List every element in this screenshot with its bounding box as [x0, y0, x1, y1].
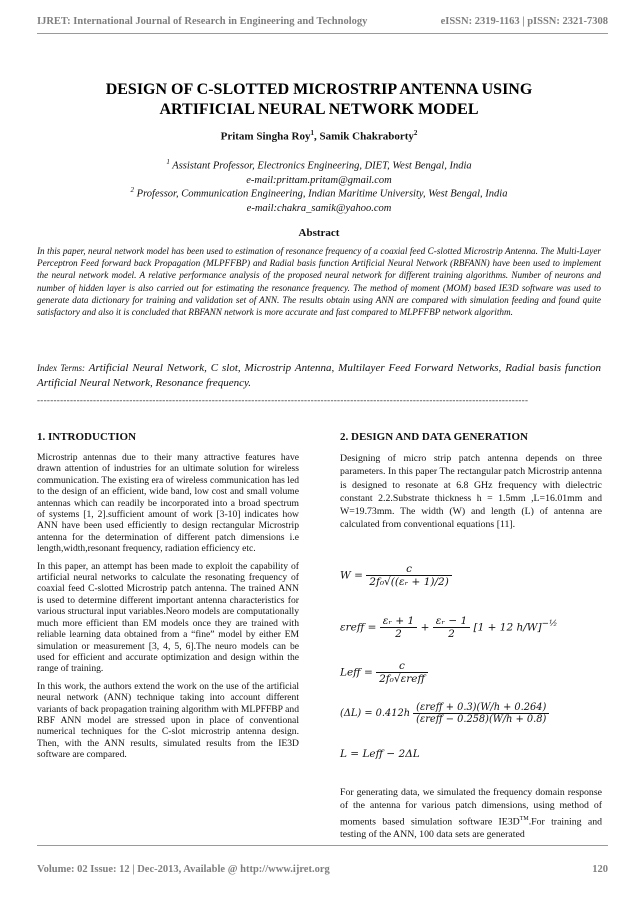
equation-delta-l [340, 702, 549, 725]
section-2-paragraph-1: Designing of micro strip patch antenna depends on three parameters. In this paper The rectangular patch Microstrip antenna is designed to resonate at 6.8 GHz frequency with dielectric constant 2.2.Substrate thickness h = 1.5mm ,L=16.01mm and W=19.73mm. The width (W) and length (L) of antenna are calculated from conventional equations [11]. [340, 453, 602, 531]
affiliation-1-mark: 1 [166, 158, 170, 166]
affiliation-1-email: e-mail:prittam.pritam@gmail.com [246, 174, 392, 186]
footer-volume: Volume: 02 Issue: 12 | Dec-2013, Available @ http://www.ijret.org [37, 864, 330, 875]
equation-width-denominator: 2f₀√((εᵣ + 1)/2) [369, 576, 449, 588]
equation-ereff-term1-num: εᵣ + 1 [380, 615, 417, 628]
affiliation-1-text: Assistant Professor, Electronics Engineering, DIET, West Bengal, India [172, 160, 472, 172]
equation-ereff-term1-den: 2 [395, 628, 402, 640]
section-1-heading: 1. INTRODUCTION [37, 431, 137, 443]
section-2-heading: 2. DESIGN AND DATA GENERATION [340, 431, 528, 443]
affiliation-2 [0, 183, 638, 216]
equation-ereff-term2-den: 2 [448, 628, 455, 640]
title-line-2: ARTIFICIAL NEURAL NETWORK MODEL [159, 101, 479, 118]
abstract-heading: Abstract [298, 227, 340, 239]
equation-dl-lhs: (ΔL) = 0.412h [340, 708, 411, 719]
equation-leff-numerator: c [376, 660, 428, 673]
equation-ereff-term2-num: εᵣ − 1 [433, 615, 470, 628]
equation-leff [340, 660, 428, 685]
equation-dl-numerator: (εreff + 0.3)(W/h + 0.264) [413, 702, 549, 714]
section-2-paragraph-2 [340, 786, 602, 841]
section-1-paragraph-3: In this work, the authors extend the work on the use of the artificial neural network (ANN) technique taking into account different variants of back propagation training algorithm with MLPFFBP and RBF ANN model are stressed upon in place of conventional numerical techniques for the C-slot microstrip antenna design. Then, with the ANN results, simulated results from the IE3D software are compared. [37, 680, 299, 761]
equation-ereff-exponent: −½ [541, 619, 558, 629]
equation-ereff-lhs: εreff = [340, 621, 377, 634]
affiliation-2-email: e-mail:chakra_samik@yahoo.com [246, 202, 392, 214]
section-1-paragraph-2: In this paper, an attempt has been made to exploit the capability of artificial neural networks to calculate the resonating frequency of coaxial feed C-slotted Microstrip patch antenna. The trained ANN is used to determine different important antenna characteristics for various structural input variables.Neoro models are computationally much more efficient than EM models once they are trained with reliable learning data obtained from a “fine” model by either EM simulation or measurement [3, 4, 5, 6].The neuro models can be used for efficient and accurate optimization and design within the range of training. [37, 560, 299, 675]
equation-epsilon-reff [340, 615, 557, 640]
equation-ereff-bracket: [1 + 12 h/W] [473, 621, 542, 634]
affiliation-2-mark: 2 [130, 186, 135, 194]
author-1: Pritam Singha Roy [220, 130, 311, 143]
section-1-body [37, 452, 299, 767]
equation-width-numerator: c [366, 563, 452, 576]
affiliation-2-text: Professor, Communication Engineering, Indian Maritime University, West Bengal, India [136, 188, 508, 200]
section-1-paragraph-1: Microstrip antennas due to their many attractive features have drawn attention of industries for an ultimate solution for wireless communication. The existing era of wireless communication has led to the design of an efficient, wide band, low cost and small volume antennas which can readily be incorporated into a broad spectrum of systems [1, 2].sufficient amount of work [3-10] indicates how ANN have been used efficiently to design rectangular Microstrip antenna for the determination of different patch dimensions i.e length,width,resonant frequency, radiation efficiency etc. [37, 452, 299, 555]
equation-dl-denominator: (εreff − 0.258)(W/h + 0.8) [416, 714, 547, 725]
title-line-1: DESIGN OF C-SLOTTED MICROSTRIP ANTENNA USING [105, 81, 533, 98]
index-terms-text: Artificial Neural Network, C slot, Microstrip Antenna, Multilayer Feed Forward Networks, Radial basis function Artificial Neural Network, Resonance frequency. [37, 362, 601, 389]
section-2-paragraph-2-pre: For generating data, we simulated the frequency domain response of the antenna for various patch dimensions, using method of moments based simulation software IE3D [340, 787, 602, 827]
abstract-text: In this paper, neural network model has been used to estimation of resonance frequency of a coaxial feed C-slotted Microstrip Antenna. The Multi-Layer Perceptron Feed forward back Propagation (MLPFFBP) and Radial basis function Artificial Neural Network (RBFANN) have been used to implement the neural network model. A relative performance analysis of the proposed neural network for different training algorithms. Number of neurons and number of hidden layer is also carried out for estimating the resonance frequency. The method of moment (MOM) based IE3D software was used to generate data dictionary for training and validation set of ANN. The results obtain using ANN are compared with simulation feeding and found quite satisfactory and also it is concluded that RBFANN network is more accurate and fast compared to MLPFFBP network algorithm. [37, 246, 601, 318]
index-terms-label: Index Terms: [37, 363, 86, 373]
journal-header: IJRET: International Journal of Research in Engineering and Technology [37, 16, 368, 27]
author-line [0, 129, 638, 143]
page-number: 120 [592, 864, 608, 875]
paper-title [60, 80, 578, 120]
equation-leff-denominator: 2f₀√εreff [379, 673, 425, 685]
author-2-mark: 2 [413, 129, 418, 137]
author-1-mark: 1 [310, 129, 314, 137]
author-2: Samik Chakraborty [319, 130, 414, 143]
header-rule [37, 33, 608, 34]
equation-width-lhs: W = [340, 569, 363, 582]
equation-width [340, 563, 452, 588]
index-terms [37, 361, 601, 391]
footer-rule [37, 845, 608, 846]
issn-header: eISSN: 2319-1163 | pISSN: 2321-7308 [440, 16, 608, 27]
author-separator: , [313, 130, 320, 143]
trademark-mark: TM [519, 815, 529, 822]
section-2-paragraph-2-post: .For training and testing of the ANN, 100 data sets are generated [340, 815, 603, 841]
section-separator: ----------------------------------------------------------------------------------------------------------------------------------------------------- [37, 395, 529, 405]
equation-ereff-plus: + [420, 621, 430, 634]
equation-leff-lhs: Leff = [340, 666, 373, 679]
equation-length: L = Leff − 2ΔL [340, 748, 420, 760]
